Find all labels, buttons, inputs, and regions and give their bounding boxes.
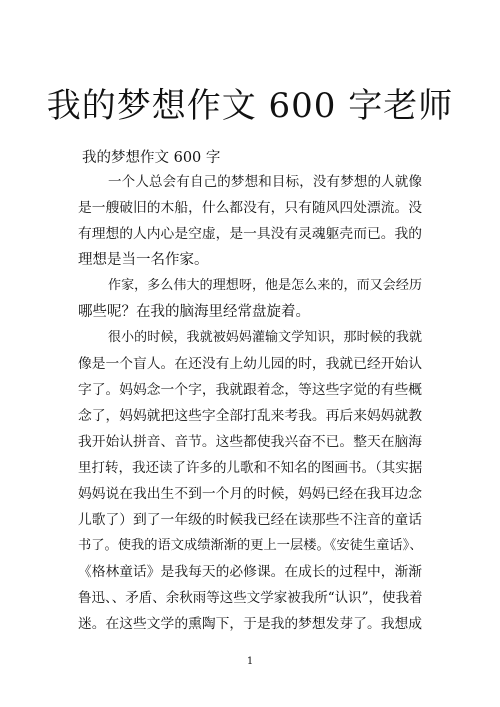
paragraph-line: 理想是当一名作家。 (78, 252, 209, 268)
paragraph-line: 有理想的人内心是空虚，是一具没有灵魂躯壳而已。我的 (78, 226, 422, 242)
paragraph-line: 我开始认拼音、音节。这些都使我兴奋不已。整天在脑海 (78, 434, 422, 450)
paragraph-line: 作家，多么伟大的理想呀，他是怎么来的，而又会经历 (108, 278, 422, 293)
paragraph-line: 像是一个盲人。在还没有上幼儿园的时，我就已经开始认 (78, 356, 422, 372)
paragraph-line: 迷。在这些文学的熏陶下，于是我的梦想发芽了。我想成 (78, 616, 422, 632)
paragraph-line: 里打转，我还读了许多的儿歌和不知名的图画书。（其实据 (78, 460, 423, 476)
paragraph-line: 一个人总会有自己的梦想和目标，没有梦想的人就像 (108, 174, 422, 190)
paragraph-line: 妈妈说在我出生不到一个月的时候，妈妈已经在我耳边念 (78, 486, 422, 502)
document-title: 我的梦想作文 600 字老师 (46, 86, 454, 126)
page-number: 1 (246, 656, 254, 667)
document-subtitle: 我的梦想作文 600 字 (82, 150, 221, 166)
paragraph-line: 很小的时候，我就被妈妈灌输文学知识，那时候的我就 (108, 330, 422, 345)
paragraph-line: 念了，妈妈就把这些字全部打乱来考我。再后来妈妈就教 (78, 408, 422, 424)
paragraph-line: 哪些呢？在我的脑海里经常盘旋着。 (78, 304, 310, 320)
paragraph-line: 字了。妈妈念一个字，我就跟着念，等这些字觉的有些概 (78, 382, 422, 398)
paragraph-line: 是一艘破旧的木船，什么都没有，只有随风四处漂流。没 (78, 200, 422, 216)
paragraph-line: 儿歌了）到了一年级的时候我已经在读那些不注音的童话 (78, 512, 422, 528)
paragraph-line: 《格林童话》是我每天的必修课。在成长的过程中，渐渐 (78, 564, 422, 580)
paragraph-line: 鲁迅、、矛盾、余秋雨等这些文学家被我所“认识”，使我着 (78, 590, 423, 606)
paragraph-line: 书了。使我的语文成绩渐渐的更上一层楼。《安徒生童话》、 (78, 538, 423, 553)
